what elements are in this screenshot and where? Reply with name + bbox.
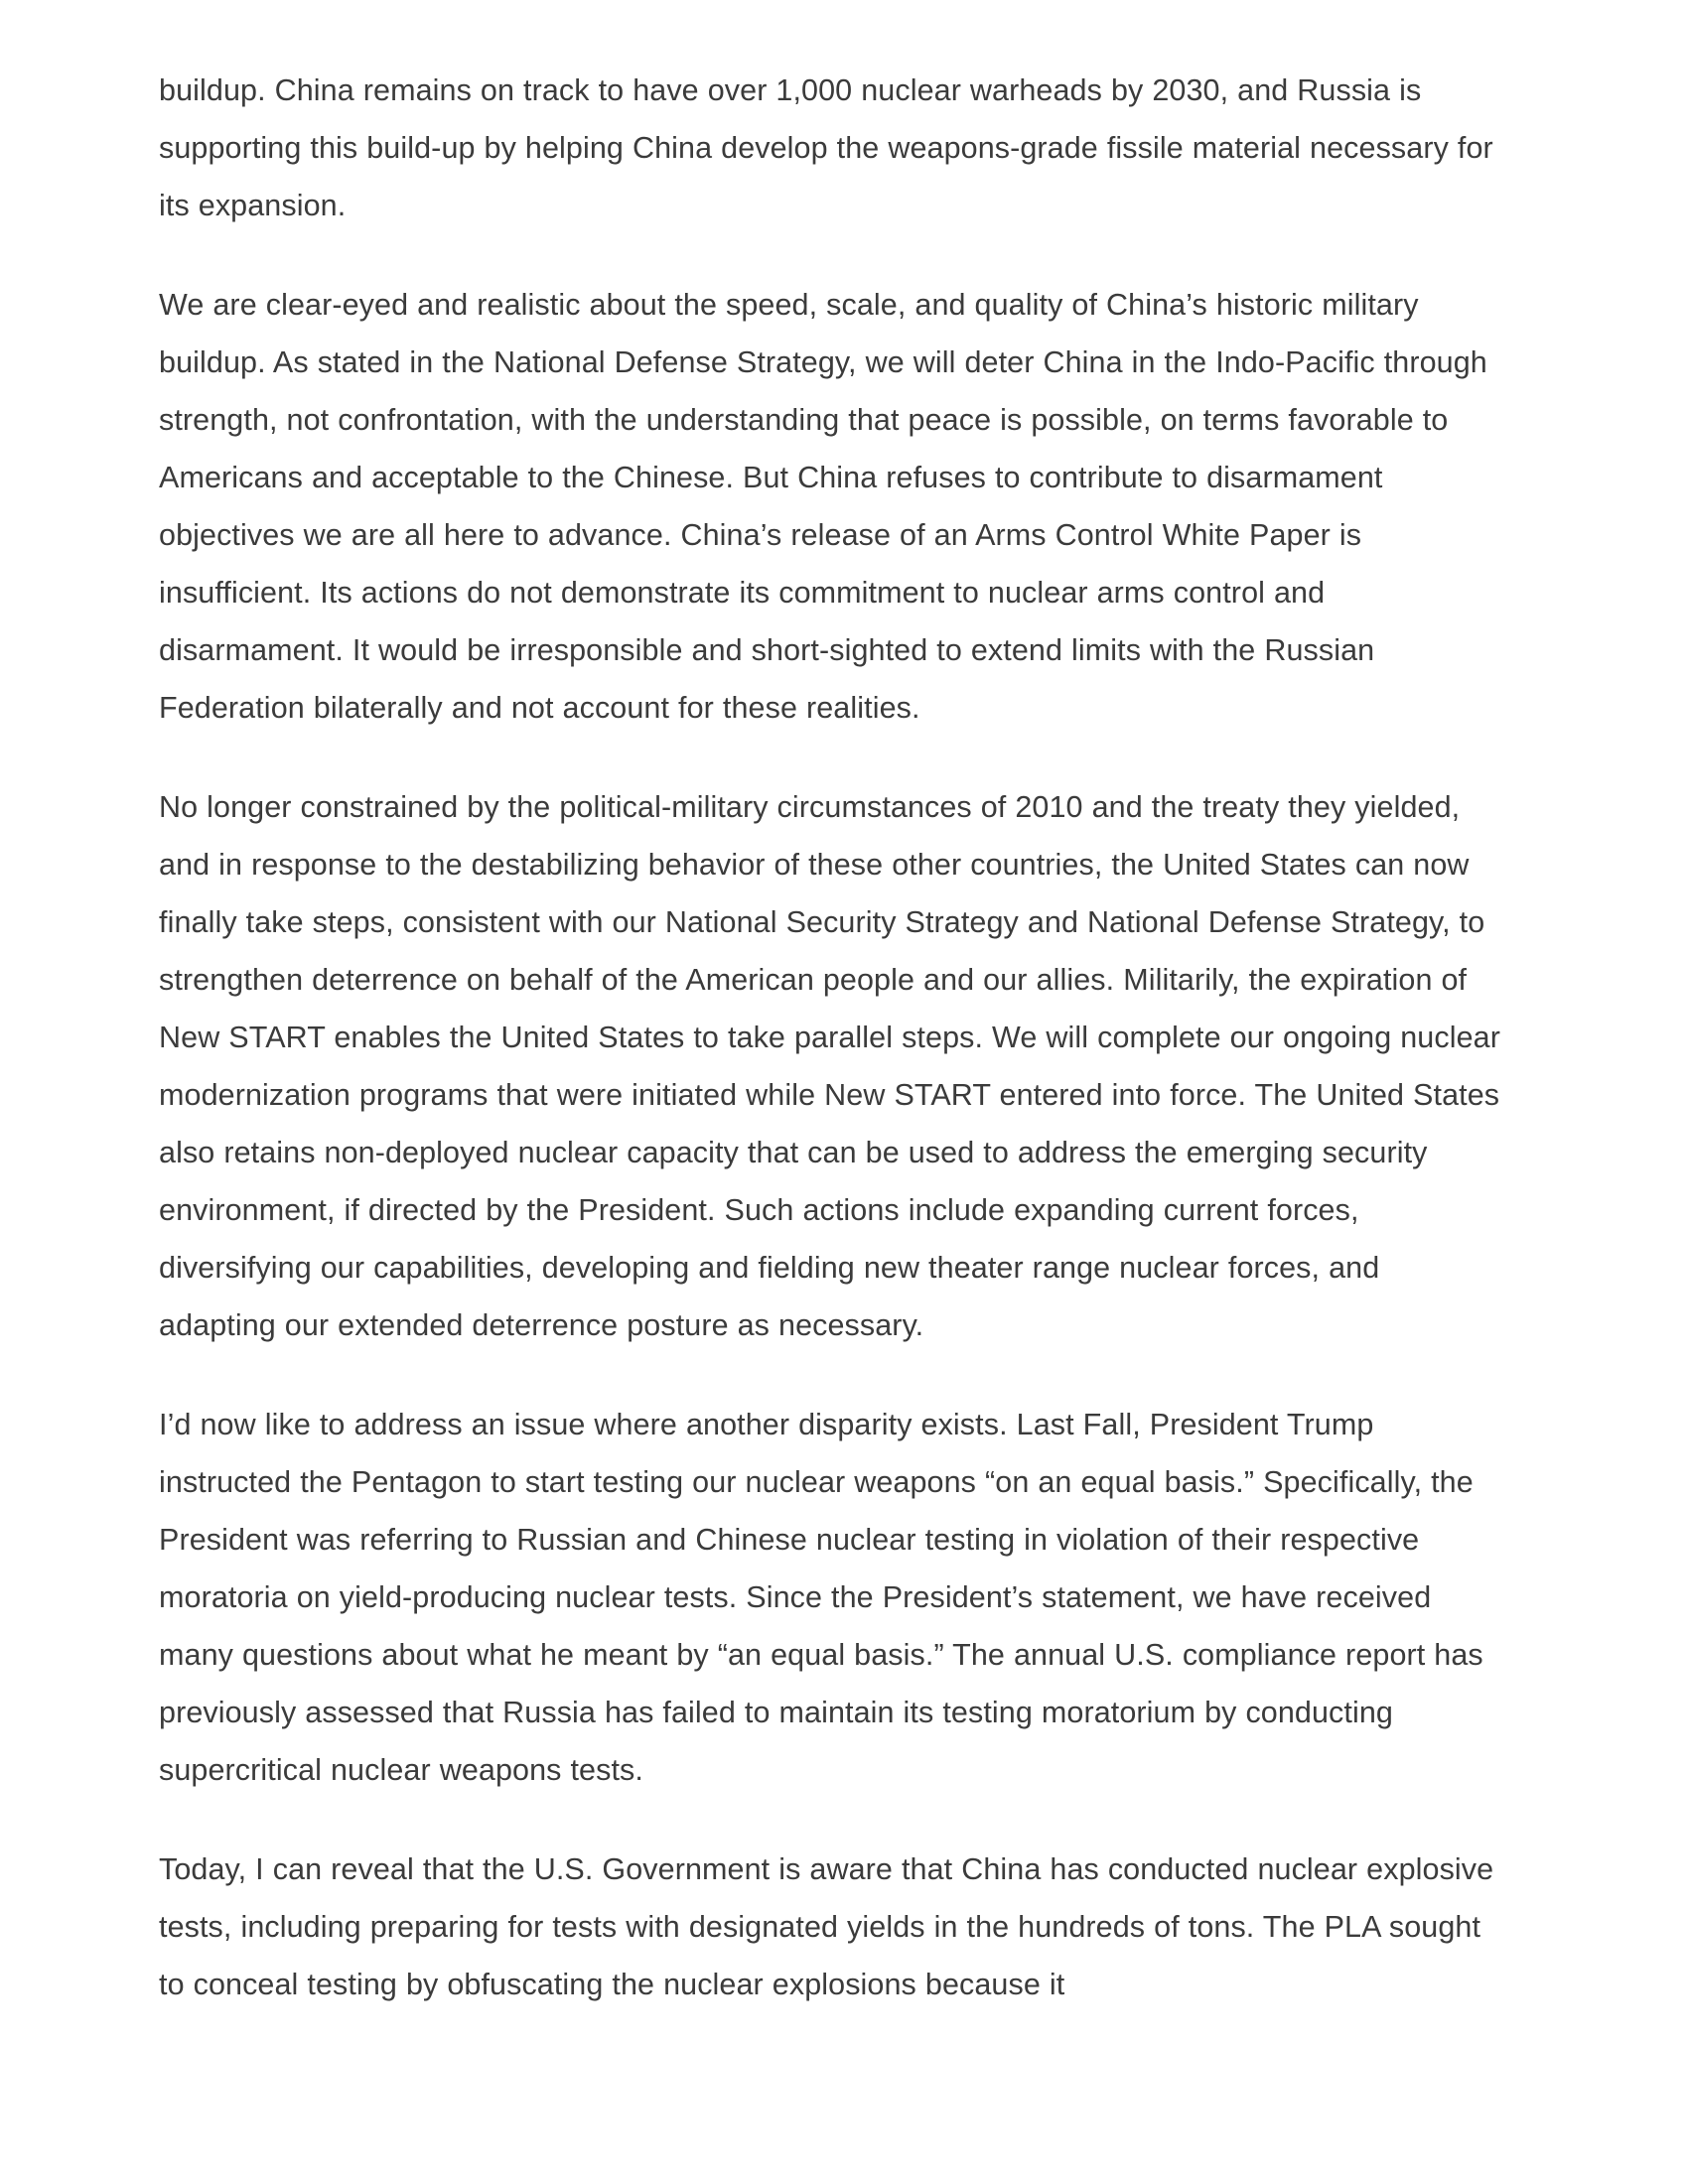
body-paragraph: buildup. China remains on track to have over 1,000 nuclear warheads by 2030, and Russia is supporting this build-up by helping China develop the weapons-grade fissile material necessary for its expansion. <box>159 73 1493 222</box>
article-body <box>159 62 1504 2013</box>
body-paragraph: We are clear-eyed and realistic about the speed, scale, and quality of China’s historic military buildup. As stated in the National Defense Strategy, we will deter China in the Indo-Pacific through strength, not confrontation, with the understanding that peace is possible, on terms favorable to Americans and acceptable to the Chinese. But China refuses to contribute to disarmament objectives we are all here to advance. China’s release of an Arms Control White Paper is insufficient. Its actions do not demonstrate its commitment to nuclear arms control and disarmament. It would be irresponsible and short-sighted to extend limits with the Russian Federation bilaterally and not account for these realities. <box>159 288 1487 725</box>
body-paragraph: No longer constrained by the political-military circumstances of 2010 and the treaty they yielded, and in response to the destabilizing behavior of these other countries, the United States can now finally take steps, consistent with our National Security Strategy and National Defense Strategy, to strengthen deterrence on behalf of the American people and our allies. Militarily, the expiration of New START enables the United States to take parallel steps. We will complete our ongoing nuclear modernization programs that were initiated while New START entered into force. The United States also retains non-deployed nuclear capacity that can be used to address the emerging security environment, if directed by the President. Such actions include expanding current forces, diversifying our capabilities, developing and fielding new theater range nuclear forces, and adapting our extended deterrence posture as necessary. <box>159 790 1500 1342</box>
body-paragraph: I’d now like to address an issue where another disparity exists. Last Fall, President Trump instructed the Pentagon to start testing our nuclear weapons “on an equal basis.” Specifically, the President was referring to Russian and Chinese nuclear testing in violation of their respective moratoria on yield-producing nuclear tests. Since the President’s statement, we have received many questions about what he meant by “an equal basis.” The annual U.S. compliance report has previously assessed that Russia has failed to maintain its testing moratorium by conducting supercritical nuclear weapons tests. <box>159 1408 1483 1787</box>
body-paragraph: Today, I can reveal that the U.S. Government is aware that China has conducted nuclear explosive tests, including preparing for tests with designated yields in the hundreds of tons. The PLA sought to conceal testing by obfuscating the nuclear explosions because it <box>159 1852 1494 2001</box>
